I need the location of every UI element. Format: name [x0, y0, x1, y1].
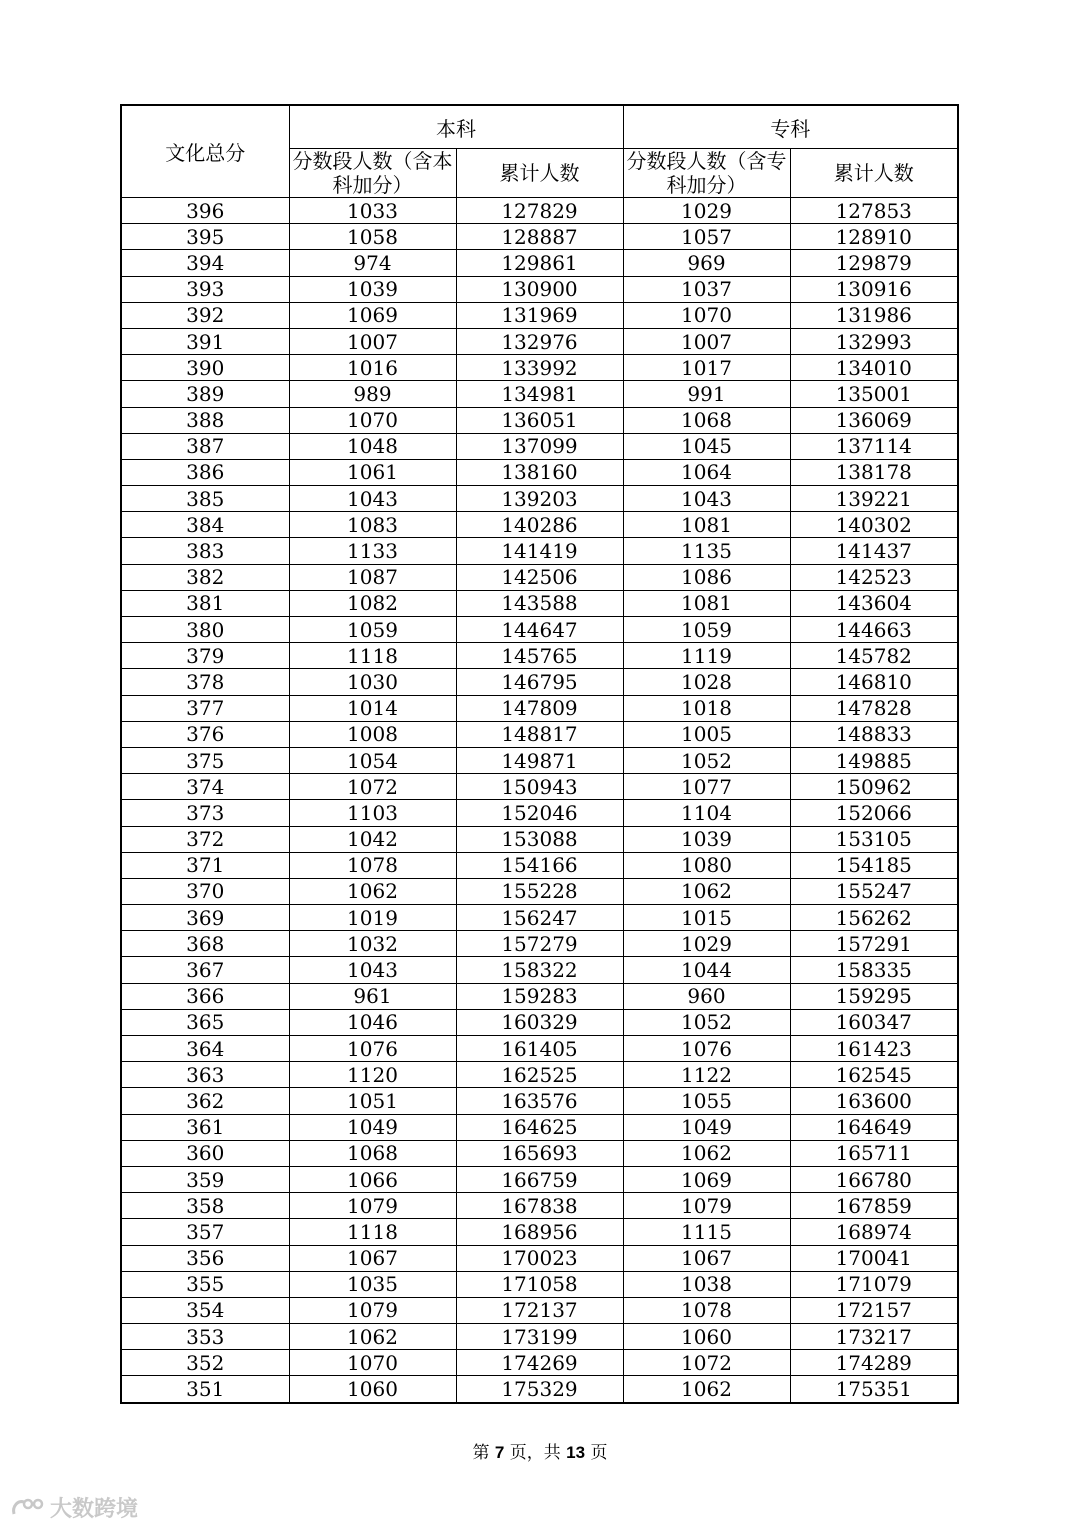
cell-undergrad-count: 1054 — [289, 747, 456, 773]
cell-undergrad-cumulative: 165693 — [456, 1140, 623, 1166]
table-body — [121, 198, 958, 1403]
cell-total-score: 360 — [121, 1140, 289, 1166]
cell-junior-cumulative: 164649 — [790, 1114, 958, 1140]
table-row — [121, 355, 958, 381]
cell-total-score: 366 — [121, 983, 289, 1009]
cell-junior-count: 1064 — [623, 459, 790, 485]
table-row — [121, 302, 958, 328]
cell-junior-cumulative: 150962 — [790, 774, 958, 800]
cell-undergrad-cumulative: 153088 — [456, 826, 623, 852]
table-row — [121, 747, 958, 773]
cell-undergrad-count: 1060 — [289, 1376, 456, 1403]
table-row — [121, 931, 958, 957]
cell-undergrad-count: 1033 — [289, 198, 456, 224]
cell-total-score: 377 — [121, 695, 289, 721]
cell-junior-count: 1059 — [623, 617, 790, 643]
cell-junior-count: 1115 — [623, 1219, 790, 1245]
cell-total-score: 396 — [121, 198, 289, 224]
cell-junior-cumulative: 139221 — [790, 486, 958, 512]
cell-junior-cumulative: 160347 — [790, 1009, 958, 1035]
cell-undergrad-cumulative: 144647 — [456, 617, 623, 643]
cell-junior-cumulative: 134010 — [790, 355, 958, 381]
cell-junior-cumulative: 175351 — [790, 1376, 958, 1403]
table-row — [121, 459, 958, 485]
cell-junior-cumulative: 131986 — [790, 302, 958, 328]
cell-junior-cumulative: 159295 — [790, 983, 958, 1009]
cell-junior-count: 1055 — [623, 1088, 790, 1114]
cell-junior-cumulative: 137114 — [790, 433, 958, 459]
cell-undergrad-cumulative: 146795 — [456, 669, 623, 695]
cell-junior-count: 1029 — [623, 931, 790, 957]
cell-undergrad-count: 1076 — [289, 1036, 456, 1062]
cell-undergrad-cumulative: 160329 — [456, 1009, 623, 1035]
table-row — [121, 826, 958, 852]
table-row — [121, 1193, 958, 1219]
table-row — [121, 800, 958, 826]
cell-undergrad-count: 1118 — [289, 643, 456, 669]
cell-total-score: 374 — [121, 774, 289, 800]
cell-total-score: 375 — [121, 747, 289, 773]
footer-current-page: 7 — [494, 1443, 505, 1462]
cell-junior-cumulative: 154185 — [790, 852, 958, 878]
cell-junior-cumulative: 130916 — [790, 276, 958, 302]
cell-junior-count: 1067 — [623, 1245, 790, 1271]
footer-prefix: 第 — [472, 1443, 495, 1463]
cell-undergrad-cumulative: 140286 — [456, 512, 623, 538]
footer-suffix: 页 — [585, 1443, 608, 1463]
cell-junior-count: 1052 — [623, 747, 790, 773]
cell-undergrad-count: 1039 — [289, 276, 456, 302]
cell-junior-count: 1045 — [623, 433, 790, 459]
cell-junior-count: 1043 — [623, 486, 790, 512]
cell-undergrad-count: 1016 — [289, 355, 456, 381]
table-row — [121, 1297, 958, 1323]
cell-junior-cumulative: 170041 — [790, 1245, 958, 1271]
cell-junior-cumulative: 147828 — [790, 695, 958, 721]
table-row — [121, 512, 958, 538]
cell-junior-cumulative: 172157 — [790, 1297, 958, 1323]
watermark-logo-icon — [10, 1496, 46, 1520]
cell-junior-count: 1049 — [623, 1114, 790, 1140]
table-row — [121, 1219, 958, 1245]
cell-junior-count: 1017 — [623, 355, 790, 381]
cell-undergrad-cumulative: 150943 — [456, 774, 623, 800]
cell-undergrad-cumulative: 148817 — [456, 721, 623, 747]
cell-undergrad-cumulative: 142506 — [456, 564, 623, 590]
cell-junior-count: 1044 — [623, 957, 790, 983]
cell-total-score: 371 — [121, 852, 289, 878]
table-row — [121, 957, 958, 983]
cell-undergrad-count: 1079 — [289, 1193, 456, 1219]
cell-junior-cumulative: 142523 — [790, 564, 958, 590]
cell-junior-count: 1037 — [623, 276, 790, 302]
cell-junior-count: 1104 — [623, 800, 790, 826]
cell-total-score: 368 — [121, 931, 289, 957]
cell-undergrad-count: 1019 — [289, 905, 456, 931]
cell-junior-count: 1060 — [623, 1324, 790, 1350]
cell-undergrad-cumulative: 143588 — [456, 590, 623, 616]
cell-undergrad-cumulative: 162525 — [456, 1062, 623, 1088]
cell-undergrad-cumulative: 159283 — [456, 983, 623, 1009]
cell-total-score: 359 — [121, 1166, 289, 1192]
table-row — [121, 198, 958, 224]
cell-total-score: 353 — [121, 1324, 289, 1350]
cell-junior-count: 1029 — [623, 198, 790, 224]
cell-total-score: 393 — [121, 276, 289, 302]
cell-undergrad-count: 1068 — [289, 1140, 456, 1166]
table-row — [121, 643, 958, 669]
cell-total-score: 378 — [121, 669, 289, 695]
table-row — [121, 1376, 958, 1403]
cell-undergrad-count: 1048 — [289, 433, 456, 459]
header-undergrad: 本科 — [289, 105, 623, 149]
table-row — [121, 617, 958, 643]
cell-junior-count: 1062 — [623, 1376, 790, 1403]
cell-undergrad-cumulative: 127829 — [456, 198, 623, 224]
cell-total-score: 370 — [121, 878, 289, 904]
cell-junior-cumulative: 143604 — [790, 590, 958, 616]
cell-undergrad-count: 1049 — [289, 1114, 456, 1140]
table-row — [121, 1350, 958, 1376]
table-row — [121, 250, 958, 276]
table-row — [121, 983, 958, 1009]
table-row — [121, 695, 958, 721]
cell-undergrad-cumulative: 152046 — [456, 800, 623, 826]
cell-junior-count: 1005 — [623, 721, 790, 747]
cell-junior-cumulative: 149885 — [790, 747, 958, 773]
cell-junior-count: 1062 — [623, 1140, 790, 1166]
cell-total-score: 387 — [121, 433, 289, 459]
table-row — [121, 1140, 958, 1166]
cell-total-score: 384 — [121, 512, 289, 538]
cell-total-score: 389 — [121, 381, 289, 407]
cell-junior-count: 1062 — [623, 878, 790, 904]
cell-junior-count: 1052 — [623, 1009, 790, 1035]
cell-junior-cumulative: 152066 — [790, 800, 958, 826]
cell-junior-cumulative: 162545 — [790, 1062, 958, 1088]
cell-junior-count: 1078 — [623, 1297, 790, 1323]
cell-undergrad-count: 1061 — [289, 459, 456, 485]
table-row — [121, 878, 958, 904]
cell-undergrad-count: 1032 — [289, 931, 456, 957]
cell-total-score: 363 — [121, 1062, 289, 1088]
cell-junior-count: 1072 — [623, 1350, 790, 1376]
cell-undergrad-count: 1133 — [289, 538, 456, 564]
cell-undergrad-count: 1051 — [289, 1088, 456, 1114]
cell-junior-cumulative: 157291 — [790, 931, 958, 957]
cell-undergrad-cumulative: 166759 — [456, 1166, 623, 1192]
cell-junior-count: 1080 — [623, 852, 790, 878]
header-undergrad-count: 分数段人数（含本科加分） — [289, 149, 456, 198]
cell-undergrad-count: 1118 — [289, 1219, 456, 1245]
cell-undergrad-count: 1079 — [289, 1297, 456, 1323]
cell-junior-cumulative: 168974 — [790, 1219, 958, 1245]
cell-undergrad-cumulative: 173199 — [456, 1324, 623, 1350]
cell-undergrad-cumulative: 168956 — [456, 1219, 623, 1245]
cell-junior-count: 969 — [623, 250, 790, 276]
table-row — [121, 328, 958, 354]
cell-undergrad-cumulative: 136051 — [456, 407, 623, 433]
header-junior: 专科 — [623, 105, 958, 149]
footer-total-pages: 13 — [566, 1443, 586, 1462]
score-distribution-table — [120, 104, 959, 1404]
cell-undergrad-cumulative: 147809 — [456, 695, 623, 721]
table-row — [121, 1271, 958, 1297]
cell-junior-count: 1077 — [623, 774, 790, 800]
cell-total-score: 394 — [121, 250, 289, 276]
cell-undergrad-cumulative: 133992 — [456, 355, 623, 381]
cell-undergrad-cumulative: 163576 — [456, 1088, 623, 1114]
cell-undergrad-cumulative: 130900 — [456, 276, 623, 302]
cell-undergrad-cumulative: 174269 — [456, 1350, 623, 1376]
cell-undergrad-cumulative: 156247 — [456, 905, 623, 931]
cell-undergrad-cumulative: 155228 — [456, 878, 623, 904]
cell-total-score: 354 — [121, 1297, 289, 1323]
cell-junior-count: 1069 — [623, 1166, 790, 1192]
cell-undergrad-cumulative: 164625 — [456, 1114, 623, 1140]
cell-junior-count: 1081 — [623, 590, 790, 616]
cell-junior-cumulative: 129879 — [790, 250, 958, 276]
cell-undergrad-count: 1067 — [289, 1245, 456, 1271]
header-junior-count: 分数段人数（含专科加分） — [623, 149, 790, 198]
table-row — [121, 669, 958, 695]
cell-junior-count: 991 — [623, 381, 790, 407]
cell-undergrad-count: 1082 — [289, 590, 456, 616]
table-row — [121, 486, 958, 512]
cell-undergrad-count: 1066 — [289, 1166, 456, 1192]
cell-total-score: 383 — [121, 538, 289, 564]
cell-undergrad-cumulative: 158322 — [456, 957, 623, 983]
cell-junior-cumulative: 174289 — [790, 1350, 958, 1376]
table-row — [121, 1324, 958, 1350]
cell-undergrad-cumulative: 138160 — [456, 459, 623, 485]
cell-undergrad-count: 974 — [289, 250, 456, 276]
cell-junior-count: 1119 — [623, 643, 790, 669]
cell-undergrad-cumulative: 149871 — [456, 747, 623, 773]
cell-junior-cumulative: 128910 — [790, 224, 958, 250]
cell-undergrad-cumulative: 161405 — [456, 1036, 623, 1062]
cell-junior-count: 1057 — [623, 224, 790, 250]
cell-total-score: 351 — [121, 1376, 289, 1403]
cell-undergrad-count: 1103 — [289, 800, 456, 826]
cell-total-score: 386 — [121, 459, 289, 485]
cell-total-score: 352 — [121, 1350, 289, 1376]
header-junior-cumulative: 累计人数 — [790, 149, 958, 198]
table-row — [121, 1062, 958, 1088]
cell-total-score: 379 — [121, 643, 289, 669]
cell-junior-count: 1079 — [623, 1193, 790, 1219]
cell-total-score: 365 — [121, 1009, 289, 1035]
cell-junior-cumulative: 140302 — [790, 512, 958, 538]
cell-undergrad-count: 1078 — [289, 852, 456, 878]
table-row — [121, 276, 958, 302]
cell-total-score: 355 — [121, 1271, 289, 1297]
cell-total-score: 395 — [121, 224, 289, 250]
cell-undergrad-cumulative: 154166 — [456, 852, 623, 878]
cell-undergrad-cumulative: 141419 — [456, 538, 623, 564]
table-row — [121, 538, 958, 564]
cell-total-score: 369 — [121, 905, 289, 931]
cell-junior-cumulative: 166780 — [790, 1166, 958, 1192]
cell-junior-count: 1076 — [623, 1036, 790, 1062]
table-row — [121, 407, 958, 433]
cell-total-score: 392 — [121, 302, 289, 328]
cell-junior-count: 1007 — [623, 328, 790, 354]
table-row — [121, 721, 958, 747]
cell-junior-cumulative: 135001 — [790, 381, 958, 407]
cell-junior-cumulative: 136069 — [790, 407, 958, 433]
cell-undergrad-cumulative: 139203 — [456, 486, 623, 512]
cell-undergrad-count: 1058 — [289, 224, 456, 250]
cell-total-score: 382 — [121, 564, 289, 590]
cell-undergrad-count: 961 — [289, 983, 456, 1009]
cell-junior-cumulative: 138178 — [790, 459, 958, 485]
table-row — [121, 1166, 958, 1192]
cell-undergrad-count: 1043 — [289, 486, 456, 512]
table-row — [121, 1114, 958, 1140]
cell-undergrad-count: 1083 — [289, 512, 456, 538]
cell-junior-cumulative: 171079 — [790, 1271, 958, 1297]
table-row — [121, 905, 958, 931]
cell-total-score: 356 — [121, 1245, 289, 1271]
cell-total-score: 367 — [121, 957, 289, 983]
cell-junior-count: 1122 — [623, 1062, 790, 1088]
cell-junior-count: 1081 — [623, 512, 790, 538]
header-undergrad-cumulative: 累计人数 — [456, 149, 623, 198]
cell-undergrad-count: 1007 — [289, 328, 456, 354]
cell-total-score: 388 — [121, 407, 289, 433]
cell-undergrad-cumulative: 171058 — [456, 1271, 623, 1297]
table-row — [121, 1036, 958, 1062]
cell-undergrad-count: 989 — [289, 381, 456, 407]
cell-junior-cumulative: 161423 — [790, 1036, 958, 1062]
table-row — [121, 224, 958, 250]
table-row — [121, 852, 958, 878]
cell-undergrad-count: 1043 — [289, 957, 456, 983]
cell-total-score: 380 — [121, 617, 289, 643]
cell-undergrad-count: 1062 — [289, 878, 456, 904]
table-row — [121, 381, 958, 407]
cell-total-score: 391 — [121, 328, 289, 354]
cell-junior-cumulative: 163600 — [790, 1088, 958, 1114]
cell-undergrad-count: 1035 — [289, 1271, 456, 1297]
cell-undergrad-count: 1070 — [289, 1350, 456, 1376]
cell-undergrad-cumulative: 128887 — [456, 224, 623, 250]
header-total-score: 文化总分 — [121, 105, 289, 198]
cell-junior-count: 1015 — [623, 905, 790, 931]
cell-total-score: 381 — [121, 590, 289, 616]
cell-undergrad-cumulative: 145765 — [456, 643, 623, 669]
table-row — [121, 1088, 958, 1114]
cell-undergrad-count: 1008 — [289, 721, 456, 747]
cell-junior-cumulative: 132993 — [790, 328, 958, 354]
cell-junior-count: 1028 — [623, 669, 790, 695]
cell-junior-cumulative: 153105 — [790, 826, 958, 852]
cell-undergrad-count: 1120 — [289, 1062, 456, 1088]
cell-junior-cumulative: 144663 — [790, 617, 958, 643]
cell-junior-count: 1038 — [623, 1271, 790, 1297]
cell-junior-count: 960 — [623, 983, 790, 1009]
page-footer — [0, 1438, 1080, 1463]
cell-total-score: 376 — [121, 721, 289, 747]
table-row — [121, 433, 958, 459]
watermark — [10, 1492, 138, 1523]
cell-total-score: 364 — [121, 1036, 289, 1062]
cell-undergrad-cumulative: 167838 — [456, 1193, 623, 1219]
cell-undergrad-count: 1014 — [289, 695, 456, 721]
cell-junior-cumulative: 127853 — [790, 198, 958, 224]
cell-total-score: 362 — [121, 1088, 289, 1114]
cell-undergrad-cumulative: 132976 — [456, 328, 623, 354]
cell-junior-cumulative: 156262 — [790, 905, 958, 931]
cell-undergrad-count: 1046 — [289, 1009, 456, 1035]
cell-junior-cumulative: 146810 — [790, 669, 958, 695]
watermark-text: 大数跨境 — [50, 1497, 139, 1522]
table-row — [121, 564, 958, 590]
cell-undergrad-count: 1030 — [289, 669, 456, 695]
cell-undergrad-count: 1042 — [289, 826, 456, 852]
table-header — [121, 105, 958, 198]
cell-undergrad-count: 1087 — [289, 564, 456, 590]
cell-junior-count: 1070 — [623, 302, 790, 328]
cell-junior-count: 1068 — [623, 407, 790, 433]
cell-junior-cumulative: 165711 — [790, 1140, 958, 1166]
cell-total-score: 361 — [121, 1114, 289, 1140]
cell-undergrad-count: 1072 — [289, 774, 456, 800]
cell-junior-cumulative: 148833 — [790, 721, 958, 747]
cell-junior-cumulative: 167859 — [790, 1193, 958, 1219]
cell-total-score: 385 — [121, 486, 289, 512]
cell-junior-count: 1018 — [623, 695, 790, 721]
cell-total-score: 358 — [121, 1193, 289, 1219]
cell-undergrad-cumulative: 157279 — [456, 931, 623, 957]
cell-junior-count: 1135 — [623, 538, 790, 564]
cell-undergrad-cumulative: 172137 — [456, 1297, 623, 1323]
cell-undergrad-count: 1059 — [289, 617, 456, 643]
cell-junior-cumulative: 158335 — [790, 957, 958, 983]
footer-middle: 页，共 — [504, 1443, 567, 1463]
cell-undergrad-cumulative: 134981 — [456, 381, 623, 407]
cell-total-score: 373 — [121, 800, 289, 826]
cell-total-score: 372 — [121, 826, 289, 852]
table-row — [121, 590, 958, 616]
cell-undergrad-cumulative: 170023 — [456, 1245, 623, 1271]
cell-total-score: 357 — [121, 1219, 289, 1245]
table-row — [121, 1245, 958, 1271]
cell-junior-count: 1039 — [623, 826, 790, 852]
cell-junior-cumulative: 155247 — [790, 878, 958, 904]
cell-junior-cumulative: 173217 — [790, 1324, 958, 1350]
cell-undergrad-cumulative: 129861 — [456, 250, 623, 276]
table-row — [121, 1009, 958, 1035]
cell-undergrad-cumulative: 175329 — [456, 1376, 623, 1403]
cell-undergrad-count: 1069 — [289, 302, 456, 328]
cell-junior-cumulative: 145782 — [790, 643, 958, 669]
cell-undergrad-cumulative: 137099 — [456, 433, 623, 459]
cell-junior-count: 1086 — [623, 564, 790, 590]
table-row — [121, 774, 958, 800]
cell-total-score: 390 — [121, 355, 289, 381]
cell-undergrad-cumulative: 131969 — [456, 302, 623, 328]
cell-undergrad-count: 1062 — [289, 1324, 456, 1350]
cell-junior-cumulative: 141437 — [790, 538, 958, 564]
cell-undergrad-count: 1070 — [289, 407, 456, 433]
